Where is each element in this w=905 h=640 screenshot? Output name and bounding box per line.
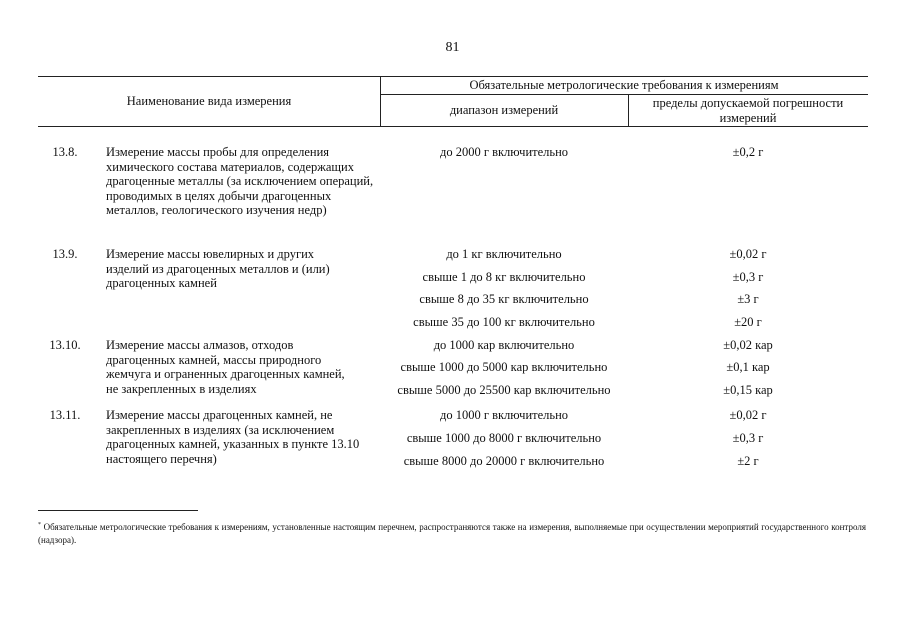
header-range-column: диапазон измерений (449, 103, 559, 117)
footnote-text: Обязательные метрологические требования к измерениям, установленные настоящим перечнем, распространяются также на измерения, выполняемые при осуществлении мероприятий государственного контроля (надзора). (38, 522, 866, 545)
header-requirements-group: Обязательные метрологические требования к измерениям (469, 78, 779, 92)
limit-value: ±0,3 г (732, 270, 764, 284)
header-name-column: Наименование вида измерения (126, 94, 292, 108)
page-number: 81 (445, 40, 460, 55)
limit-value: ±0,3 г (732, 431, 764, 445)
range-value: до 1 кг включительно (446, 247, 562, 261)
range-value: до 2000 г включительно (439, 145, 569, 159)
range-value: свыше 5000 до 25500 кар включительно (397, 383, 611, 397)
header-limit-column: пределы допускаемой погрешности измерений (652, 96, 844, 125)
range-value: свыше 1000 до 5000 кар включительно (400, 360, 608, 374)
header-divider-2 (628, 94, 629, 126)
limit-value: ±0,02 г (729, 408, 767, 422)
limit-value: ±0,15 кар (723, 383, 773, 397)
row-number: 13.9. (52, 247, 78, 261)
range-value: свыше 8 до 35 кг включительно (419, 292, 589, 306)
range-value: до 1000 г включительно (439, 408, 569, 422)
limit-value: ±0,1 кар (726, 360, 770, 374)
row-measurement-name: Измерение массы алмазов, отходов драгоценных камней, массы природного жемчуга и ограненных драгоценных камней, не закрепленных в изделиях (106, 338, 345, 396)
row-measurement-name: Измерение массы драгоценных камней, не закрепленных в изделиях (за исключением драгоценных камней, указанных в пункте 13.10 настоящего перечня) (106, 408, 360, 466)
limit-value: ±3 г (737, 292, 759, 306)
limit-value: ±20 г (734, 315, 762, 329)
footnote-marker: * (38, 522, 41, 528)
row-measurement-name: Измерение массы пробы для определения химического состава материалов, содержащих драгоценные металлы (за исключением операций, проводимых в целях добычи драгоценных металлов, геологического изучения недр) (106, 145, 374, 217)
footnote (38, 519, 866, 546)
table-top-rule (38, 76, 868, 77)
limit-value: ±0,02 г (729, 247, 767, 261)
range-value: свыше 35 до 100 кг включительно (413, 315, 595, 329)
range-value: свыше 1 до 8 кг включительно (422, 270, 586, 284)
row-number: 13.11. (49, 408, 81, 422)
row-number: 13.10. (49, 338, 81, 352)
range-value: до 1000 кар включительно (433, 338, 575, 352)
limit-value: ±0,02 кар (723, 338, 773, 352)
header-group-rule (380, 94, 868, 95)
limit-value: ±0,2 г (732, 145, 764, 159)
footnote-separator (38, 510, 198, 511)
header-bottom-rule (38, 126, 868, 127)
range-value: свыше 8000 до 20000 г включительно (403, 454, 605, 468)
row-number: 13.8. (52, 145, 78, 159)
range-value: свыше 1000 до 8000 г включительно (406, 431, 602, 445)
row-measurement-name: Измерение массы ювелирных и других изделий из драгоценных металлов и (или) драгоценных камней (106, 247, 330, 290)
limit-value: ±2 г (737, 454, 759, 468)
